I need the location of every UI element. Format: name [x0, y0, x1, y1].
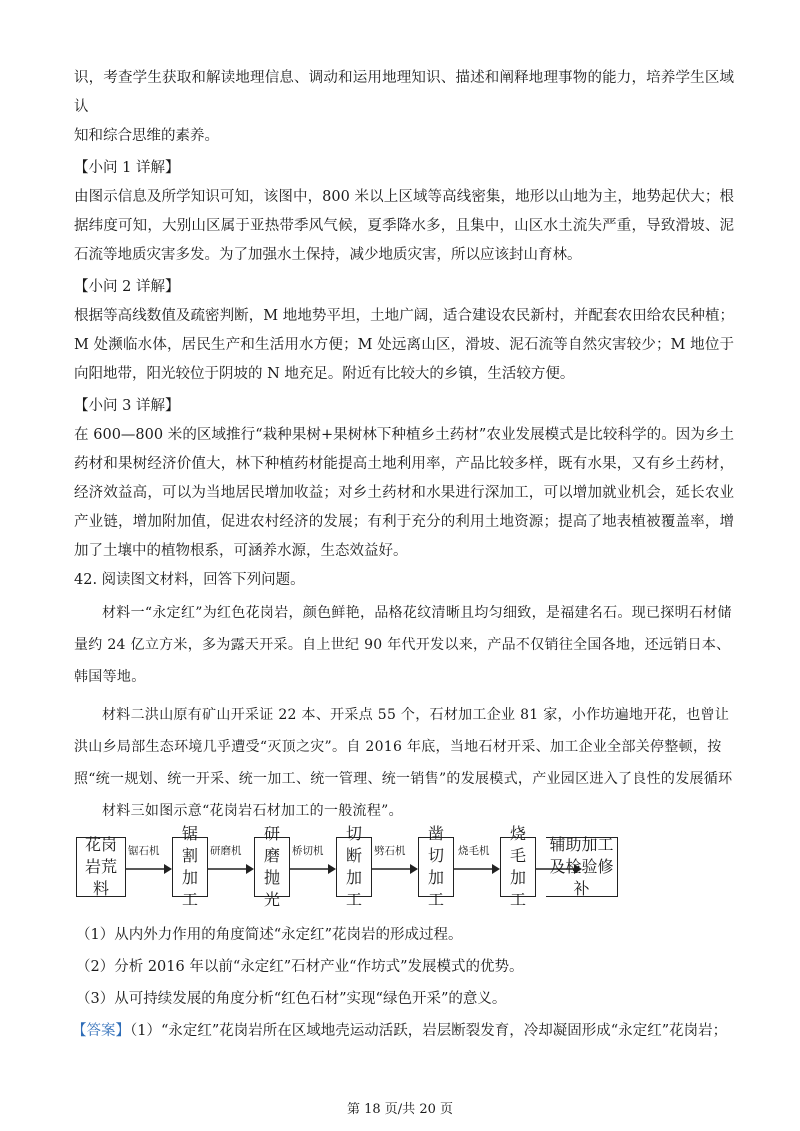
flow-box-3: 研磨抛光: [254, 837, 290, 897]
flow-box-5: 凿切加工: [418, 837, 454, 897]
flow-arrow-label-2: 研磨机: [210, 845, 242, 857]
flow-arrow-label-3: 桥切机: [292, 845, 324, 857]
flow-arrow-3: [290, 861, 336, 877]
material-1: 材料一“永定红”为红色花岗岩，颜色鲜艳，品格花纹清晰且均匀细致，是福建名石。现已探明石材储量约 24 亿立方米，多为露天开采。自上世纪 90 年代开发以来，产品不仅销往全国各地，还远销日本、韩国等地。: [74, 605, 732, 685]
flow-arrow-2: [208, 861, 254, 877]
process-flowchart: [74, 824, 734, 909]
sub-question-1: （1）从内外力作用的角度简述“永定红”花岗岩的形成过程。: [76, 927, 463, 943]
question-42-title: 42. 阅读图文材料，回答下列问题。: [74, 572, 305, 588]
flow-box-7: 辅助加工及检验修补: [546, 837, 618, 897]
flow-box-4: 切断加工: [336, 837, 372, 897]
flow-arrow-label-1: 锯石机: [128, 845, 160, 857]
flow-box-6: 烧毛加工: [500, 837, 536, 897]
flow-arrow-label-4: 劈石机: [374, 845, 406, 857]
q2-heading: 【小问 2 详解】: [74, 279, 180, 295]
sub-question-2: （2）分析 2016 年以前“永定红”石材产业“作坊式”发展模式的优势。: [76, 959, 524, 975]
intro-line-2: 知和综合思维的素养。: [74, 128, 219, 144]
material-2: 材料二洪山原有矿山开采证 22 本、开采点 55 个，石材加工企业 81 家，小作坊遍地开花，也曾让洪山乡局部生态环境几乎遭受“灭顶之灾”。自 2016 年底，当地石材开采、加工企业全部关停整顿，按照“统一规划、统一开采、统一加工、统一管理、统一销售”的发展模式，产业园区进入了良性的发展循环: [74, 707, 733, 787]
answer-text: （1）“永定红”花岗岩所在区域地壳运动活跃，岩层断裂发育，冷却凝固形成“永定红”花岗岩；: [130, 1023, 728, 1039]
q1-heading: 【小问 1 详解】: [74, 160, 180, 176]
flow-arrow-label-5: 烧毛机: [458, 845, 490, 857]
q2-body: 根据等高线数值及疏密判断，M 地地势平坦，土地广阔，适合建设农民新村，并配套农田给农民种植；M 处濒临水体，居民生产和生活用水方便；M 处远离山区，滑坡、泥石流等自然灾害较少；M 地位于向阳地带，阳光较位于阴坡的 N 地充足。附近有比较大的乡镇，生活较方便。: [74, 308, 734, 382]
material-3: 材料三如图示意“花岗岩石材加工的一般流程”。: [102, 803, 403, 819]
q3-heading: 【小问 3 详解】: [74, 398, 180, 414]
answer-line: [70, 1017, 734, 1046]
intro-line-1: 识，考查学生获取和解读地理信息、调动和运用地理知识、描述和阐释地理事物的能力，培养学生区域认: [74, 70, 734, 115]
q1-body: 由图示信息及所学知识可知，该图中，800 米以上区域等高线密集，地形以山地为主，地势起伏大；根据纬度可知，大别山区属于亚热带季风气候，夏季降水多，且集中，山区水土流失严重，导致滑坡、泥石流等地质灾害多发。为了加强水土保持，减少地质灾害，所以应该封山育林。: [74, 189, 734, 263]
flow-box-2: 锯割加工: [172, 837, 208, 897]
page-footer: 第 18 页/共 20 页: [347, 1102, 453, 1117]
flow-arrow-1: [126, 861, 172, 877]
flow-arrow-4: [372, 861, 418, 877]
sub-question-3: （3）从可持续发展的角度分析“红色石材”实现“绿色开采”的意义。: [76, 991, 507, 1007]
document-page: [74, 64, 734, 1046]
q3-body: 在 600—800 米的区域推行“栽种果树+果树林下种植乡土药材”农业发展模式是比较科学的。因为乡土药材和果树经济价值大，林下种植药材能提高土地利用率，产品比较多样，既有水果，又有乡土药材，经济效益高，可以为当地居民增加收益；对乡土药材和水果进行深加工，可以增加就业机会，延长农业产业链，增加附加值，促进农村经济的发展；有利于充分的利用土地资源；提高了地表植被覆盖率，增加了土壤中的植物根系，可涵养水源，生态效益好。: [74, 427, 734, 559]
flow-box-1: 花岗岩荒料: [76, 837, 126, 897]
flow-arrow-5: [454, 861, 500, 877]
answer-tag: 【答案】: [72, 1023, 130, 1039]
